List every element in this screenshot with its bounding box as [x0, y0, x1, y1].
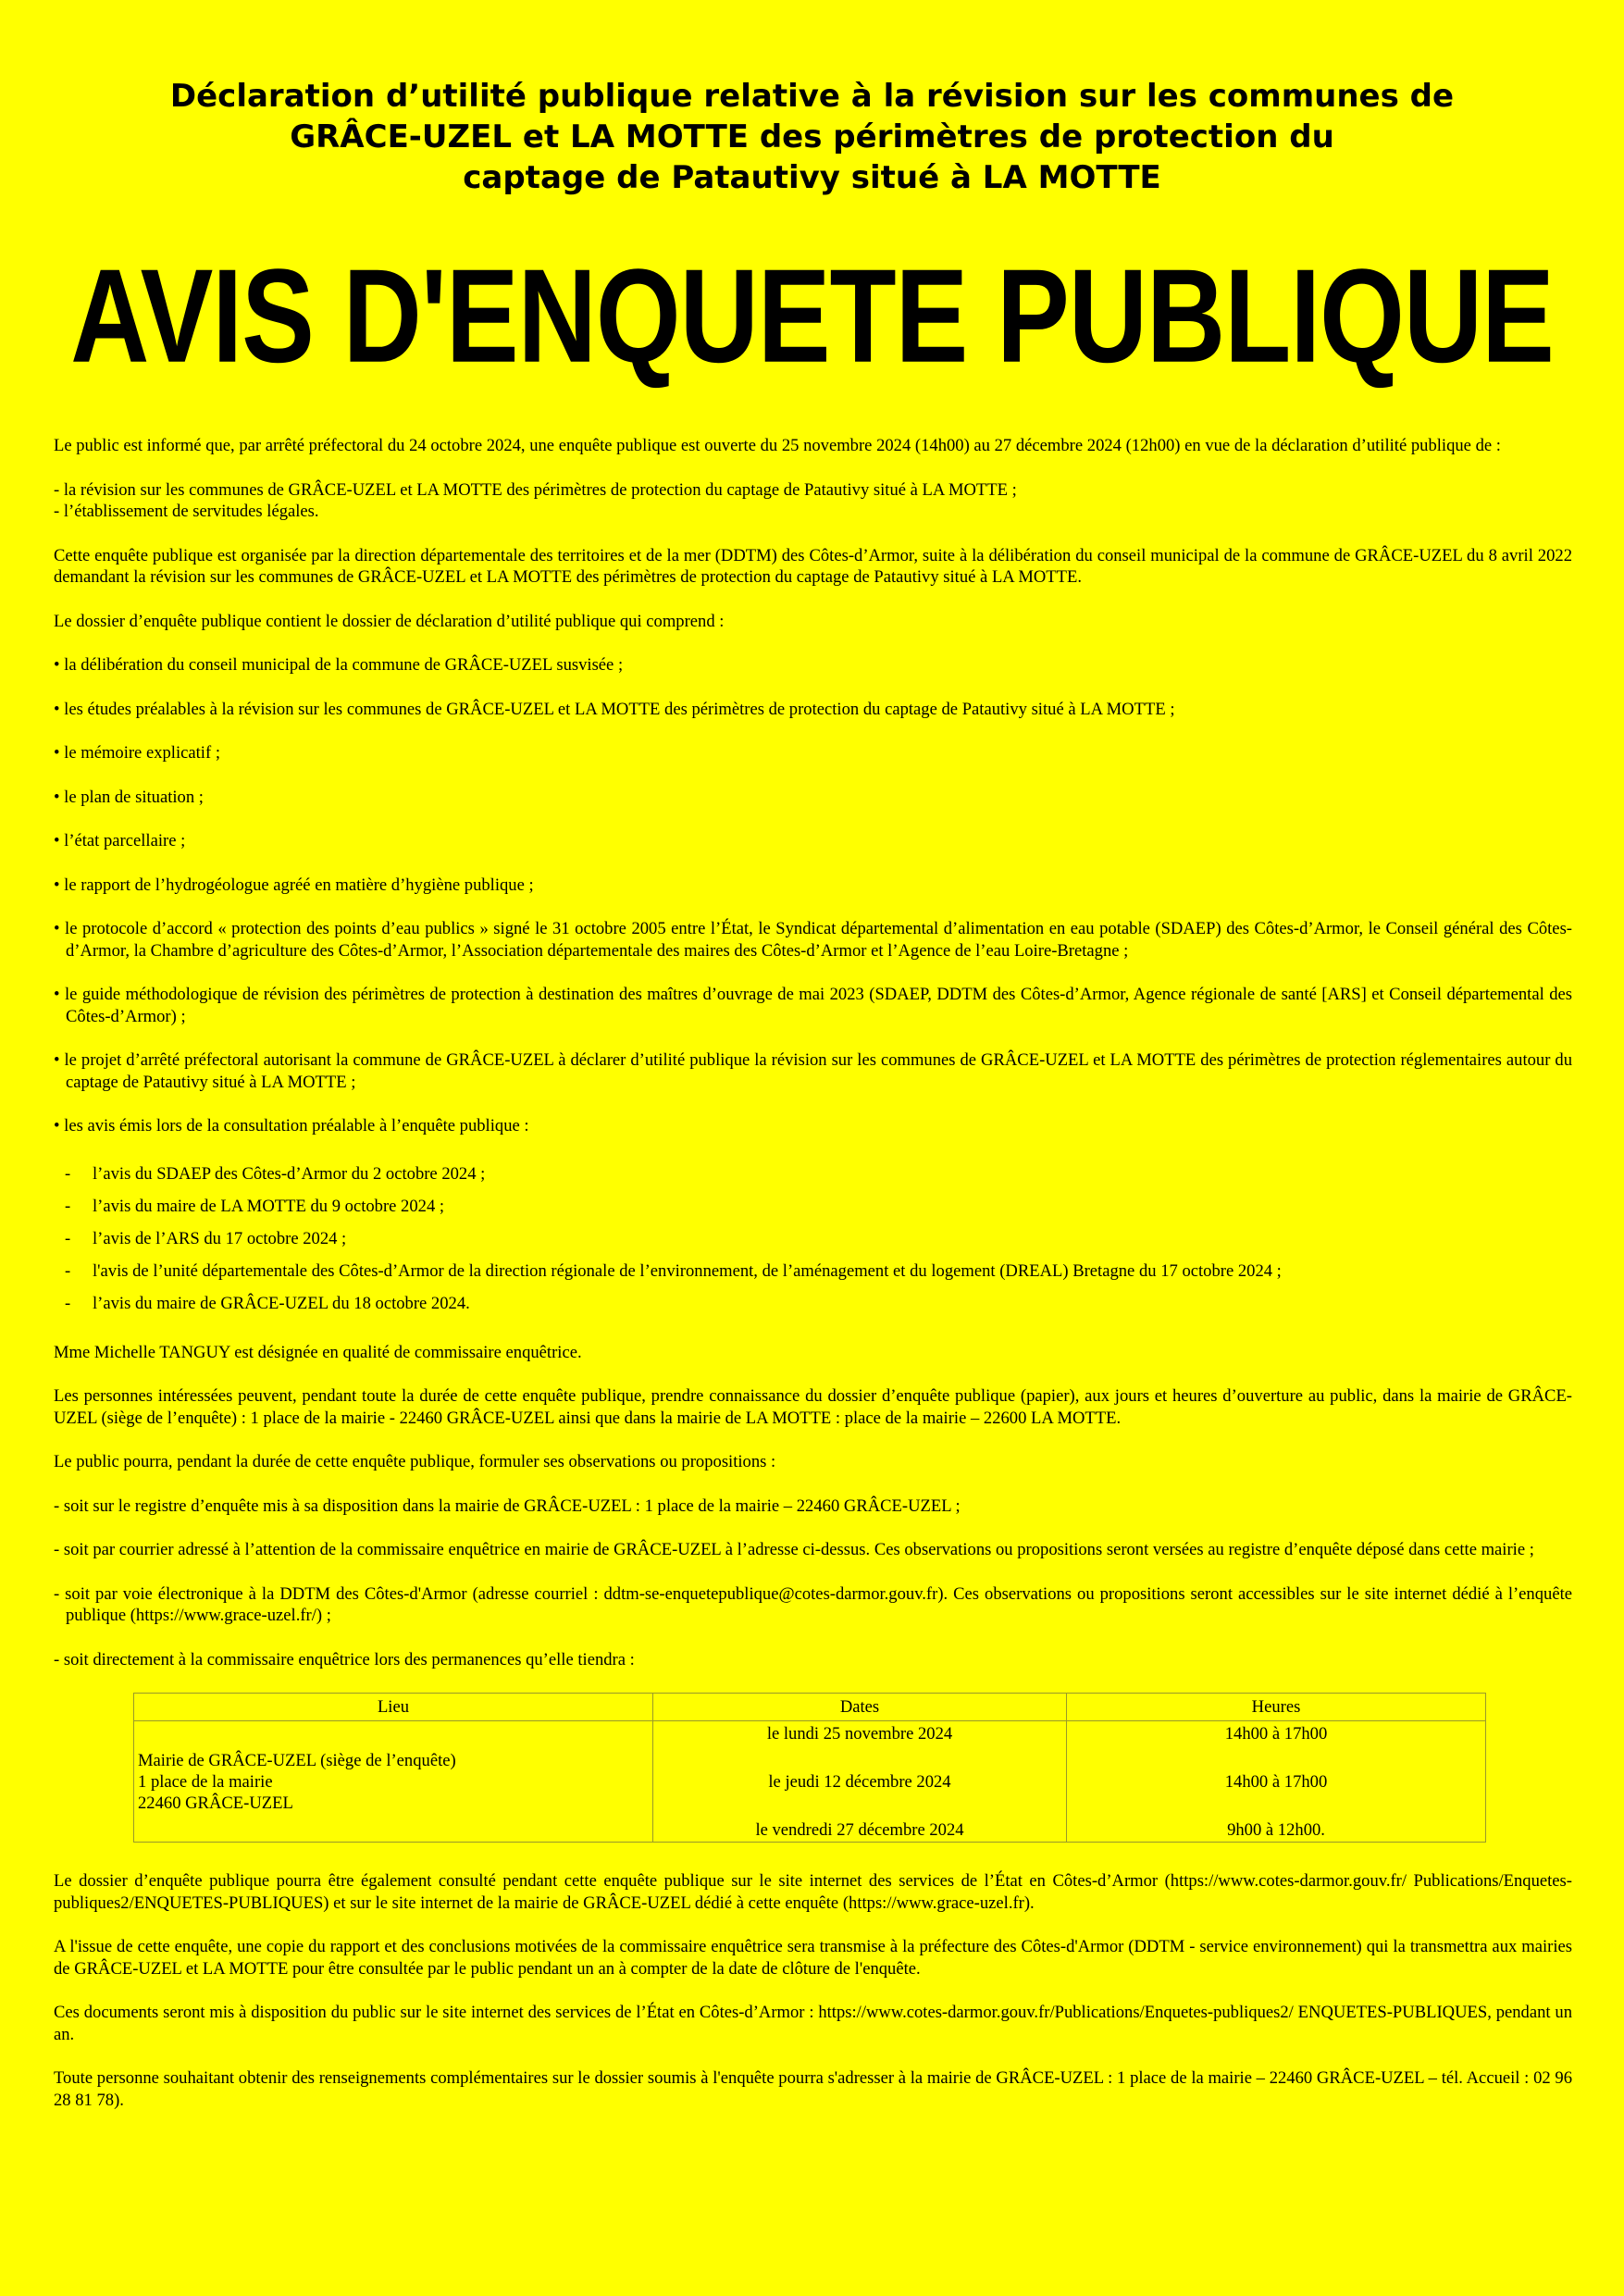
consultation-paragraph: Les personnes intéressées peuvent, pendant toute la durée de cette enquête publique, prendre connaissance du dossier d’enquête publique (papier), aux jours et heures d’ouverture au public, dans la mairie de GRÂCE-UZEL (siège de l’enquête) : 1 place de la mairie - 22460 GRÂCE-UZEL ainsi que dans la mairie de LA MOTTE : place de la mairie – 22600 LA MOTTE. [54, 1386, 1572, 1428]
observation-item: - soit sur le registre d’enquête mis à sa disposition dans la mairie de GRÂCE-UZEL : 1 place de la mairie – 22460 GRÂCE-UZEL ; [54, 1496, 961, 1516]
table-header-row [134, 1694, 1486, 1721]
dossier-item: • la délibération du conseil municipal de la commune de GRÂCE-UZEL susvisée ; [54, 655, 624, 675]
intro-paragraph: Le public est informé que, par arrêté préfectoral du 24 octobre 2024, une enquête publique est ouverte du 25 novembre 2024 (14h00) au 27 décembre 2024 (12h00) en vue de la déclaration d’utilité publique de : [54, 436, 1501, 455]
dossier-item: • le rapport de l’hydrogéologue agréé en matière d’hygiène publique ; [54, 875, 534, 895]
observation-item: - soit directement à la commissaire enquêtrice lors des permanences qu’elle tiendra : [54, 1649, 635, 1669]
heure-value: 9h00 à 12h00. [1227, 1820, 1325, 1840]
observation-item: - soit par courrier adressé à l’attention de la commissaire enquêtrice en mairie de GRÂCE-UZEL à l’adresse ci-dessus. Ces observations ou propositions seront versées au registre d’enquête déposé dans cette mairie ; [54, 1540, 1534, 1559]
notice-title [0, 242, 1624, 391]
object-item: - la révision sur les communes de GRÂCE-UZEL et LA MOTTE des périmètres de protection du captage de Patautivy situé à LA MOTTE ; [54, 479, 1017, 500]
avis-text: l’avis de l’ARS du 17 octobre 2024 ; [93, 1228, 347, 1248]
subtitle-line: captage de Patautivy situé à LA MOTTE [463, 159, 1161, 196]
notice-body [54, 435, 1572, 2133]
dash-marker: - [65, 1196, 71, 1216]
subtitle-line: GRÂCE-UZEL et LA MOTTE des périmètres de protection du [290, 118, 1334, 155]
dossier-item: • le mémoire explicatif ; [54, 743, 220, 763]
date-value: le vendredi 27 décembre 2024 [755, 1820, 964, 1840]
object-item: - l’établissement de servitudes légales. [54, 502, 319, 521]
avis-item [65, 1196, 1572, 1217]
contact-paragraph: Toute personne souhaitant obtenir des renseignements complémentaires sur le dossier soumis à l'enquête pourra s'adresser à la mairie de GRÂCE-UZEL : 1 place de la mairie – 22460 GRÂCE-UZEL – tél. Accueil : 02 96 28 81 78). [54, 2068, 1572, 2110]
dossier-intro: Le dossier d’enquête publique contient le dossier de déclaration d’utilité publique qui comprend : [54, 611, 725, 631]
dossier-item: • les études préalables à la révision sur les communes de GRÂCE-UZEL et LA MOTTE des périmètres de protection du captage de Patautivy situé à LA MOTTE ; [54, 699, 1175, 719]
dossier-item: • le plan de situation ; [54, 787, 204, 807]
observations-intro: Le public pourra, pendant la durée de cette enquête publique, formuler ses observations ou propositions : [54, 1452, 776, 1471]
commissaire-paragraph: Mme Michelle TANGUY est désignée en qualité de commissaire enquêtrice. [54, 1342, 582, 1362]
dash-marker: - [65, 1293, 71, 1313]
avis-item [65, 1163, 1572, 1185]
avis-item [65, 1260, 1572, 1282]
documents-paragraph: Ces documents seront mis à disposition du public sur le site internet des services de l’État en Côtes-d’Armor : https://www.cotes-darmor.gouv.fr/Publications/Enquetes-publiques2/ ENQUETES-PUBLIQUES, pendant un an. [54, 2003, 1572, 2044]
notice-subtitle [0, 76, 1624, 198]
avis-text: l’avis du maire de LA MOTTE du 9 octobre 2024 ; [93, 1196, 445, 1216]
permanences-table [133, 1693, 1486, 1843]
dossier-item: • le projet d’arrêté préfectoral autorisant la commune de GRÂCE-UZEL à déclarer d’utilité publique la révision sur les communes de GRÂCE-UZEL et LA MOTTE des périmètres de protection réglementaires autour du captage de Patautivy situé à LA MOTTE ; [54, 1050, 1572, 1092]
issue-paragraph: A l'issue de cette enquête, une copie du rapport et des conclusions motivées de la commissaire enquêtrice sera transmise à la préfecture des Côtes-d'Armor (DDTM - service environnement) qui la transmettra aux mairies de GRÂCE-UZEL et LA MOTTE pour être consultée par le public pendant un an à compter de la date de clôture de l'enquête. [54, 1937, 1572, 1979]
table-cell-dates [653, 1721, 1067, 1843]
avis-text: l’avis du SDAEP des Côtes-d’Armor du 2 octobre 2024 ; [93, 1163, 486, 1184]
organisation-paragraph: Cette enquête publique est organisée par la direction départementale des territoires et de la mer (DDTM) des Côtes-d’Armor, suite à la délibération du conseil municipal de la commune de GRÂCE-UZEL du 8 avril 2022 demandant la révision sur les communes de GRÂCE-UZEL et LA MOTTE des périmètres de protection du captage de Patautivy situé à LA MOTTE. [54, 545, 1572, 587]
heure-value: 14h00 à 17h00 [1224, 1772, 1328, 1792]
avis-list [54, 1163, 1572, 1314]
heure-value: 14h00 à 17h00 [1224, 1724, 1328, 1744]
lieu-line: Mairie de GRÂCE-UZEL (siège de l’enquête) [138, 1750, 456, 1770]
observation-item: - soit par voie électronique à la DDTM des Côtes-d'Armor (adresse courriel : ddtm-se-enquetepublique@cotes-darmor.gouv.fr). Ces observations ou propositions seront accessibles sur le site internet dédié à l’enquête publique (https://www.grace-uzel.fr/) ; [54, 1583, 1572, 1625]
table-cell-heures [1067, 1721, 1486, 1843]
subtitle-line: Déclaration d’utilité publique relative à la révision sur les communes de [169, 78, 1455, 115]
avis-item [65, 1293, 1572, 1314]
dossier-item: • l’état parcellaire ; [54, 831, 186, 850]
lieu-line: 22460 GRÂCE-UZEL [138, 1793, 293, 1813]
table-row [134, 1721, 1486, 1843]
dash-marker: - [65, 1260, 71, 1281]
table-cell-lieu [134, 1721, 653, 1843]
dossier-item: • le protocole d’accord « protection des points d’eau publics » signé le 31 octobre 2005 entre l’État, le Syndicat départemental d’alimentation en eau potable (SDAEP) des Côtes-d’Armor, le Conseil général des Côtes-d’Armor, la Chambre d’agriculture des Côtes-d’Armor, l’Association départementale des maires des Côtes-d’Armor et l’Agence de l’eau Loire-Bretagne ; [54, 919, 1572, 961]
avis-text: l'avis de l’unité départementale des Côtes-d’Armor de la direction régionale de l’environnement, de l’aménagement et du logement (DREAL) Bretagne du 17 octobre 2024 ; [93, 1260, 1282, 1281]
date-value: le lundi 25 novembre 2024 [766, 1724, 953, 1744]
lieu-line: 1 place de la mairie [138, 1771, 273, 1792]
table-header-dates: Dates [653, 1694, 1067, 1721]
notice-title-text: AVIS D'ENQUETE PUBLIQUE [70, 242, 1554, 391]
avis-text: l’avis du maire de GRÂCE-UZEL du 18 octobre 2024. [93, 1293, 470, 1313]
avis-item [65, 1228, 1572, 1249]
internet-paragraph: Le dossier d’enquête publique pourra être également consulté pendant cette enquête publique sur le site internet des services de l’État en Côtes-d’Armor (https://www.cotes-darmor.gouv.fr/ Publications/Enquetes-publiques2/ENQUETES-PUBLIQUES) et sur le site internet de la mairie de GRÂCE-UZEL dédié à cette enquête (https://www.grace-uzel.fr). [54, 1871, 1572, 1913]
table-header-heures: Heures [1067, 1694, 1486, 1721]
dossier-item: • les avis émis lors de la consultation préalable à l’enquête publique : [54, 1116, 529, 1136]
dash-marker: - [65, 1228, 71, 1248]
dossier-item: • le guide méthodologique de révision des périmètres de protection à destination des maîtres d’ouvrage de mai 2023 (SDAEP, DDTM des Côtes-d’Armor, Agence régionale de santé [ARS] et Conseil départemental des Côtes-d’Armor) ; [54, 985, 1572, 1026]
date-value: le jeudi 12 décembre 2024 [768, 1772, 951, 1792]
table-header-lieu: Lieu [134, 1694, 653, 1721]
dash-marker: - [65, 1163, 71, 1184]
